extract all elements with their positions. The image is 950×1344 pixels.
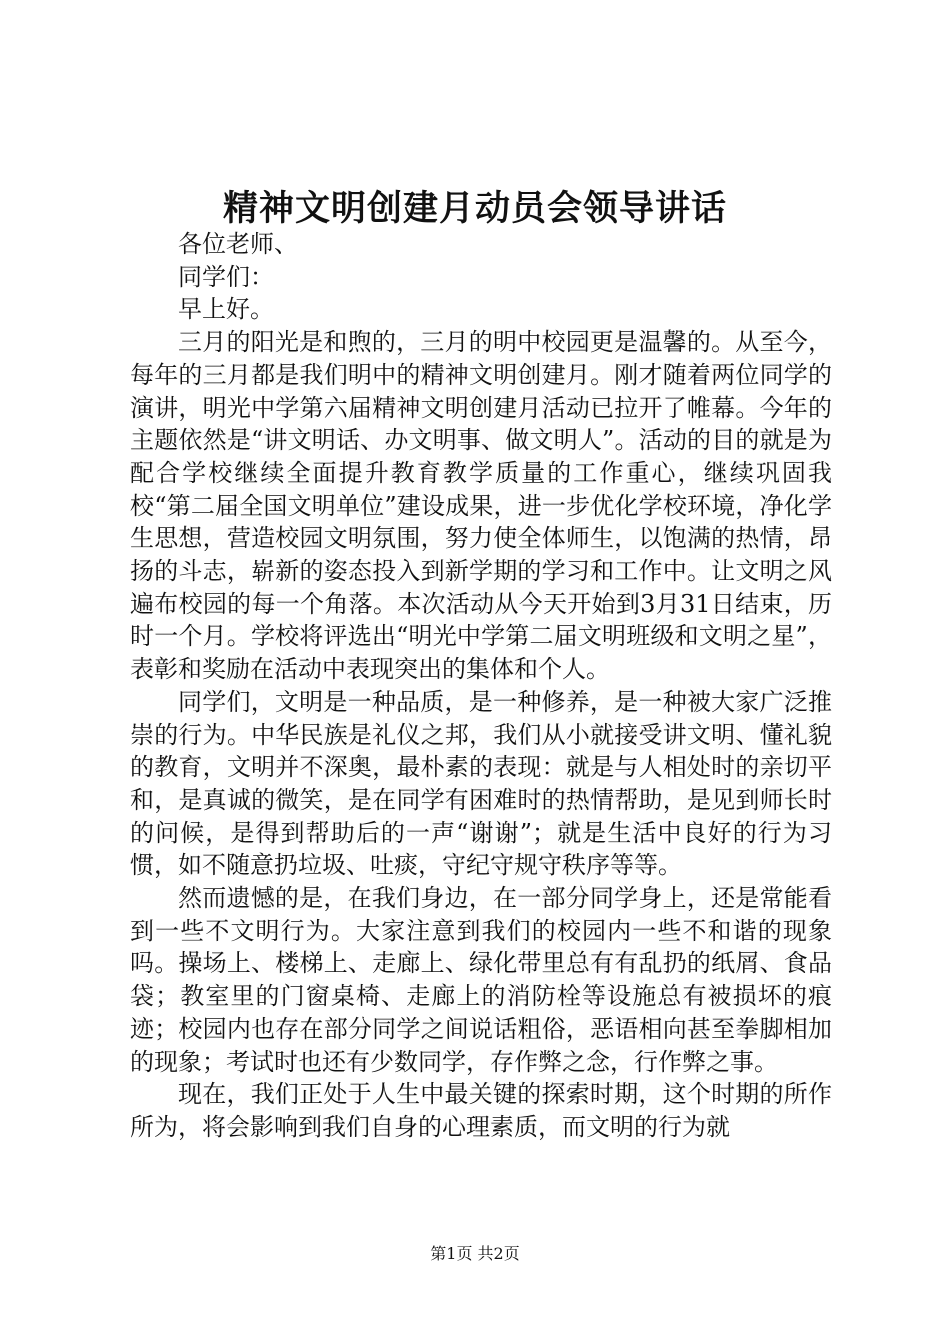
- page-footer: 第1页 共2页: [430, 1244, 520, 1263]
- document-body: [130, 228, 832, 1144]
- greeting-line: 早上好。: [178, 295, 274, 324]
- document-title: 精神文明创建月动员会领导讲话: [222, 188, 727, 229]
- body-paragraph: 同学们，文明是一种品质，是一种修养，是一种被大家广泛推崇的行为。中华民族是礼仪之邦，我们从小就接受讲文明、懂礼貌的教育，文明并不深奥，最朴素的表现：就是与人相处时的亲切平和，是真诚的微笑，是在同学有困难时的热情帮助，是见到师长时的问候，是得到帮助后的一声“谢谢”；就是生活中良好的行为习惯，如不随意扔垃圾、吐痰，守纪守规守秩序等等。: [130, 687, 832, 880]
- body-paragraph: 然而遗憾的是，在我们身边，在一部分同学身上，还是常能看到一些不文明行为。大家注意到我们的校园内一些不和谐的现象吗。操场上、楼梯上、走廊上、绿化带里总有有乱扔的纸屑、食品袋；教室里的门窗桌椅、走廊上的消防栓等设施总有被损坏的痕迹；校园内也存在部分同学之间说话粗俗，恶语相向甚至拳脚相加的现象；考试时也还有少数同学，存作弊之念，行作弊之事。: [130, 884, 832, 1076]
- greeting-line: 各位老师、: [178, 230, 298, 258]
- body-paragraph: 现在，我们正处于人生中最关键的探索时期，这个时期的所作所为，将会影响到我们自身的心理素质，而文明的行为就: [130, 1080, 832, 1141]
- greeting-line: 同学们：: [178, 262, 274, 291]
- body-paragraph: 三月的阳光是和煦的，三月的明中校园更是温馨的。从至今，每年的三月都是我们明中的精神文明创建月。刚才随着两位同学的演讲，明光中学第六届精神文明创建月活动已拉开了帷幕。今年的主题依然是“讲文明话、办文明事、做文明人”。活动的目的就是为配合学校继续全面提升教育教学质量的工作重心，继续巩固我校“第二届全国文明单位”建设成果，进一步优化学校环境，净化学生思想，营造校园文明氛围，努力使全体师生，以饱满的热情，昂扬的斗志，崭新的姿态投入到新学期的学习和工作中。让文明之风遍布校园的每一个角落。本次活动从今天开始到3月31日结束，历时一个月。学校将评选出“明光中学第二届文明班级和文明之星”，表彰和奖励在活动中表现突出的集体和个人。: [130, 328, 832, 684]
